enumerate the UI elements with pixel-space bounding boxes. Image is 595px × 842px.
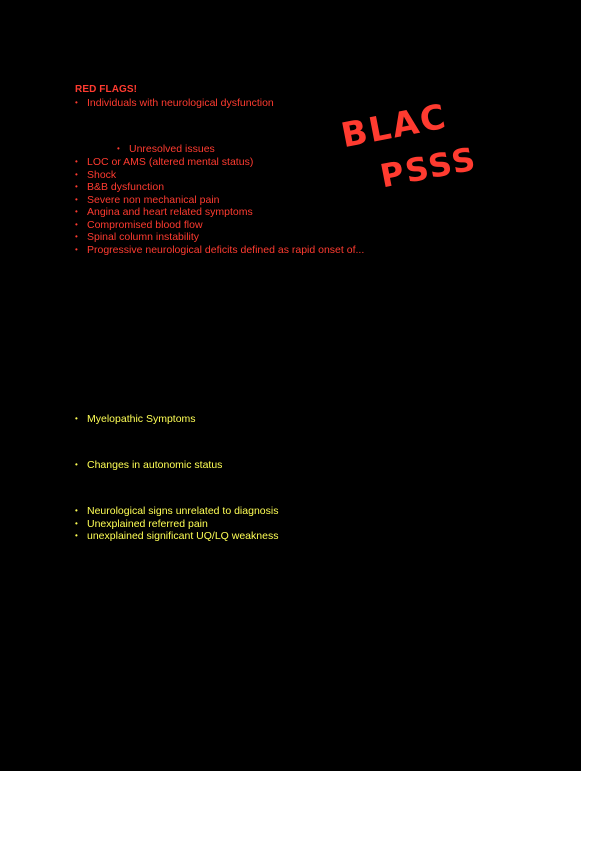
yellow-list-2 [75, 459, 222, 472]
list-item [75, 206, 364, 219]
bullet: • [75, 460, 78, 469]
list-item-text: Shock [87, 168, 117, 181]
bullet: • [75, 531, 78, 540]
list-item [75, 413, 196, 426]
list-item [75, 231, 364, 244]
bullet: • [75, 414, 78, 423]
bullet: • [117, 144, 120, 153]
list-item-text: B&B dysfunction [87, 181, 165, 193]
bullet: • [75, 219, 78, 229]
list-item [75, 169, 364, 182]
first-item-list [75, 97, 274, 110]
bullet: • [75, 182, 78, 191]
list-item-text: Changes in autonomic status [87, 459, 223, 471]
list-item [75, 219, 364, 232]
sub-item-list [117, 143, 215, 156]
list-item [75, 244, 364, 257]
list-item [75, 156, 364, 169]
list-item-text: Severe non mechanical pain [87, 193, 220, 206]
bullet: • [75, 157, 78, 166]
bullet: • [75, 518, 78, 528]
list-item-text: LOC or AMS (altered mental status) [87, 156, 254, 168]
bullet: • [75, 506, 78, 515]
list-item-text: Progressive neurological deficits defined as rapid onset of... [87, 243, 365, 256]
bullet: • [75, 244, 78, 254]
list-item [117, 143, 215, 156]
list-item-text: Spinal column instability [87, 231, 200, 243]
list-item-text: Compromised blood flow [87, 218, 203, 231]
list-item-text: Angina and heart related symptoms [87, 206, 253, 218]
list-item-text: Unresolved issues [129, 143, 215, 155]
bullet: • [75, 169, 78, 179]
list-item-text: Myelopathic Symptoms [87, 413, 196, 425]
list-item-text: Unexplained referred pain [87, 517, 208, 530]
list-item [75, 459, 222, 472]
yellow-list-1 [75, 413, 196, 426]
list-item [75, 194, 364, 207]
list-item-text: Individuals with neurological dysfunction [87, 97, 274, 109]
red-flags-list [75, 156, 364, 256]
list-item-text: Neurological signs unrelated to diagnosis [87, 505, 279, 517]
handwritten-annotation-psss: PSSS [377, 139, 481, 196]
list-item [75, 518, 278, 531]
handwritten-annotation-blac: BLAC [338, 96, 451, 157]
list-item [75, 97, 274, 110]
list-item [75, 181, 364, 194]
bullet: • [75, 207, 78, 216]
list-item [75, 505, 278, 518]
slide-heading: RED FLAGS! [75, 84, 138, 95]
list-item-text: unexplained significant UQ/LQ weakness [87, 530, 279, 542]
bullet: • [75, 98, 78, 107]
yellow-list-3 [75, 505, 278, 543]
list-item [75, 530, 278, 543]
bullet: • [75, 232, 78, 241]
bullet: • [75, 194, 78, 204]
